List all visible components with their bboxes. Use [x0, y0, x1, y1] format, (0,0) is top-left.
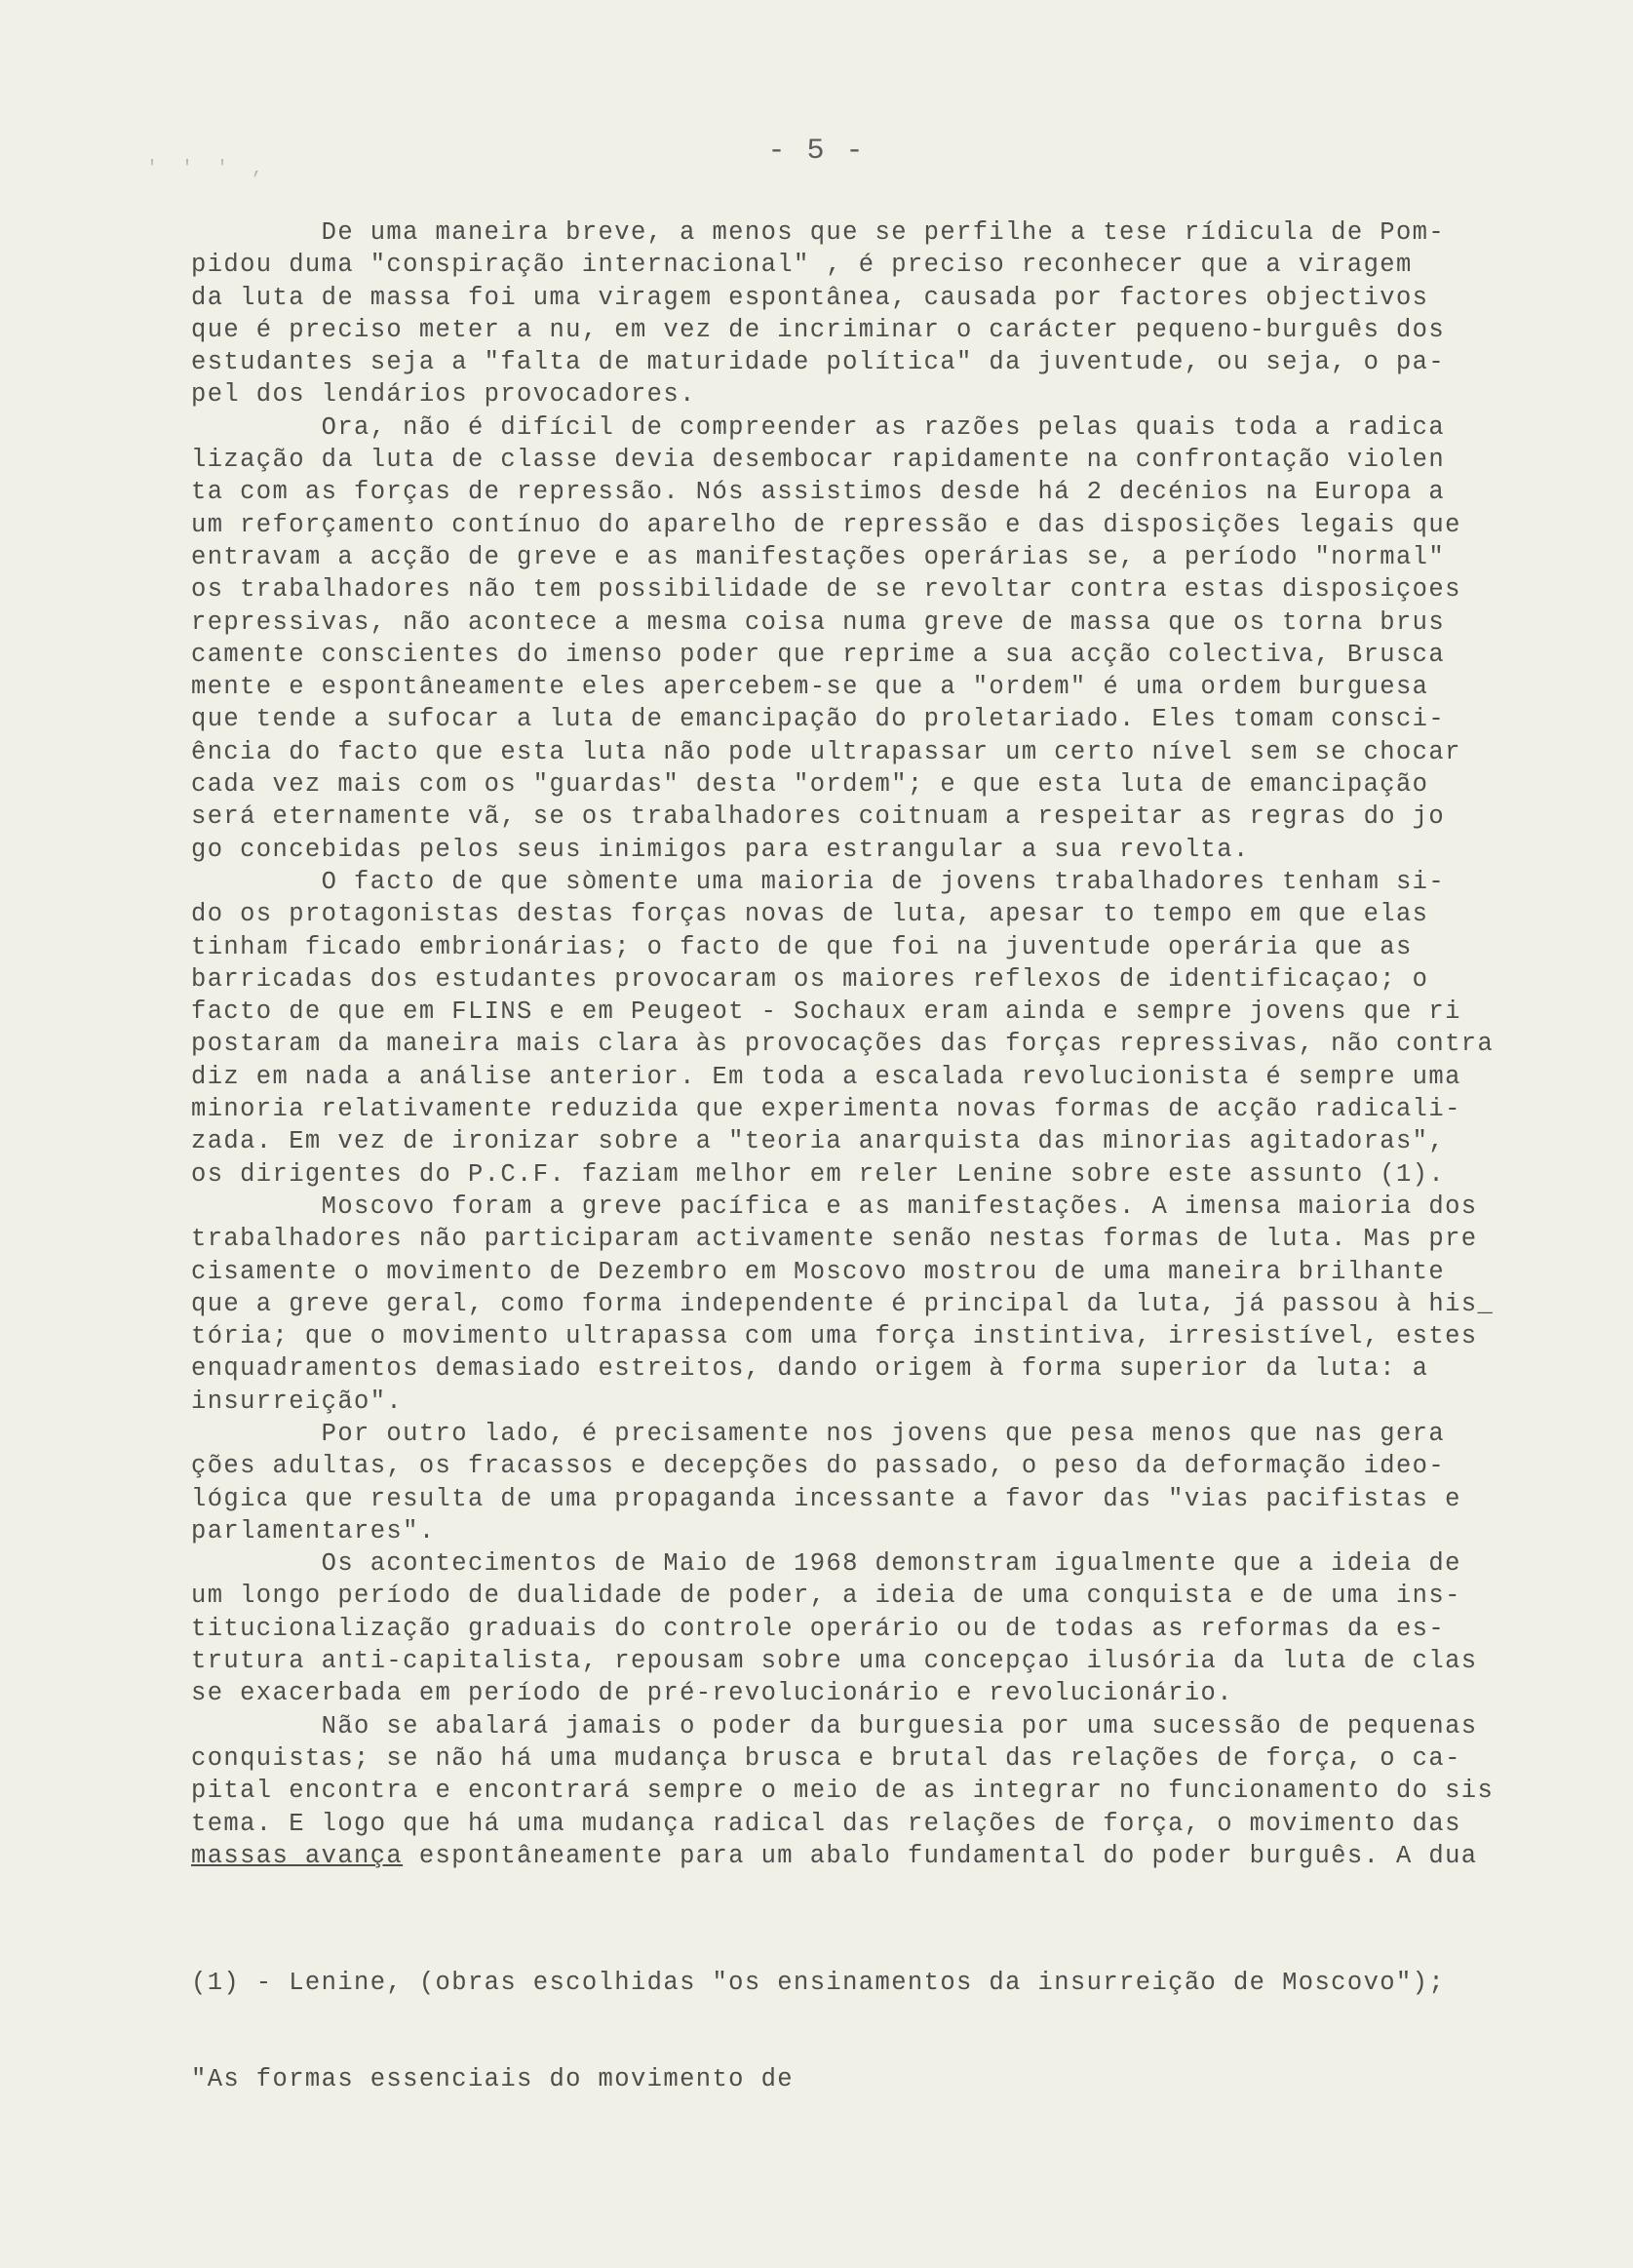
footnote-line: (1) - Lenine, (obras escolhidas "os ensinamentos da insurreição de Moscovo"); — [191, 1968, 1446, 1997]
text-line: O facto de que sòmente uma maioria de jovens trabalhadores tenham si- — [191, 867, 1446, 896]
text-line: um longo período de dualidade de poder, a ideia de uma conquista e de uma ins- — [191, 1582, 1461, 1611]
text-line: os trabalhadores não tem possibilidade de se revoltar contra estas disposiçoes — [191, 575, 1461, 605]
text-line: minoria relativamente reduzida que experimenta novas formas de acção radicali- — [191, 1095, 1461, 1124]
text-line: repressivas, não acontece a mesma coisa numa greve de massa que os torna brus — [191, 607, 1446, 637]
text-line: que tende a sufocar a luta de emancipação do proletariado. Eles tomam consci- — [191, 705, 1446, 734]
text-line: pidou duma "conspiração internacional" , é preciso reconhecer que a viragem — [191, 251, 1413, 280]
text-line: diz em nada a análise anterior. Em toda a escalada revolucionista é sempre uma — [191, 1062, 1461, 1091]
text-line: zada. Em vez de ironizar sobre a "teoria anarquista das minorias agitadoras", — [191, 1127, 1446, 1156]
text-line: será eternamente vã, se os trabalhadores coitnuam a respeitar as regras do jo — [191, 802, 1446, 832]
text-line: titucionalização graduais do controle operário ou de todas as reformas da es- — [191, 1614, 1446, 1643]
text-line: Por outro lado, é precisamente nos jovens que pesa menos que nas gera — [191, 1419, 1446, 1448]
footnote — [191, 1901, 1566, 2161]
text-line: ta com as forças de repressão. Nós assistimos desde há 2 decénios na Europa a — [191, 478, 1446, 507]
text-line: Não se abalará jamais o poder da burguesia por uma sucessão de pequenas — [191, 1711, 1478, 1740]
text-line: enquadramentos demasiado estreitos, dando origem à forma superior da luta: a — [191, 1354, 1429, 1384]
text-line: ência do facto que esta luta não pode ultrapassar um certo nível sem se chocar — [191, 737, 1461, 766]
text-line: que a greve geral, como forma independente é principal da luta, já passou à his_ — [191, 1289, 1495, 1318]
text-line: Os acontecimentos de Maio de 1968 demonstram igualmente que a ideia de — [191, 1549, 1461, 1579]
text-line: parlamentares". — [191, 1516, 436, 1545]
text-line: tinham ficado embrionárias; o facto de que foi na juventude operária que as — [191, 932, 1413, 961]
text-line: camente conscientes do imenso poder que reprime a sua acção colectiva, Brusca — [191, 640, 1446, 669]
body-text — [191, 216, 1566, 1872]
text-line: estudantes seja a "falta de maturidade política" da juventude, ou seja, o pa- — [191, 348, 1446, 377]
text-line: barricadas dos estudantes provocaram os maiores reflexos de identificaçao; o — [191, 964, 1429, 994]
text-line: go concebidas pelos seus inimigos para estrangular a sua revolta. — [191, 835, 1250, 864]
text-line: facto de que em FLINS e em Peugeot - Sochaux eram ainda e sempre jovens que ri — [191, 997, 1461, 1027]
page-number: - 5 - — [767, 135, 866, 168]
text-line: pel dos lendários provocadores. — [191, 380, 696, 410]
footnote-line: "As formas essenciais do movimento de — [191, 2065, 794, 2094]
text-line: um reforçamento contínuo do aparelho de repressão e das disposições legais que — [191, 510, 1461, 539]
text-line: ções adultas, os fracassos e decepções do passado, o peso da deformação ideo- — [191, 1452, 1446, 1481]
text-line: cada vez mais com os "guardas" desta "ordem"; e que esta luta de emancipação — [191, 770, 1429, 800]
text-line: Moscovo foram a greve pacífica e as manifestações. A imensa maioria dos — [191, 1192, 1478, 1221]
text-line: do os protagonistas destas forças novas de luta, apesar to tempo em que elas — [191, 900, 1429, 929]
text-line: lógica que resulta de uma propaganda incessante a favor das "vias pacifistas e — [191, 1484, 1461, 1513]
text-line: conquistas; se não há uma mudança brusca e brutal das relações de força, o ca- — [191, 1743, 1461, 1773]
line-remainder: espontâneamente para um abalo fundamental do poder burguês. A dua — [403, 1841, 1478, 1870]
text-line: pital encontra e encontrará sempre o meio de as integrar no funcionamento do sis — [191, 1777, 1495, 1806]
text-line: trutura anti-capitalista, repousam sobre uma concepçao ilusória da luta de clas — [191, 1647, 1478, 1676]
text-line: lização da luta de classe devia desembocar rapidamente na confrontação violen — [191, 446, 1446, 475]
text-line: mente e espontâneamente eles apercebem-se que a "ordem" é uma ordem burguesa — [191, 673, 1429, 702]
text-line: que é preciso meter a nu, em vez de incriminar o carácter pequeno-burguês dos — [191, 315, 1446, 344]
bleed-through-marks: ' ' ' , — [146, 158, 270, 180]
text-line: entravam a acção de greve e as manifestações operárias se, a período "normal" — [191, 542, 1446, 571]
text-line: De uma maneira breve, a menos que se perfilhe a tese rídicula de Pom- — [191, 218, 1446, 247]
text-line — [191, 1840, 1566, 1872]
text-line: trabalhadores não participaram activamente senão nestas formas de luta. Mas pre — [191, 1225, 1478, 1254]
text-line: Ora, não é difícil de compreender as razões pelas quais toda a radica — [191, 412, 1446, 442]
text-line: cisamente o movimento de Dezembro em Moscovo mostrou de uma maneira brilhante — [191, 1257, 1446, 1286]
underlined-phrase: massas avança — [191, 1841, 404, 1870]
text-line: tema. E logo que há uma mudança radical das relações de força, o movimento das — [191, 1809, 1461, 1838]
text-line: insurreição". — [191, 1387, 404, 1416]
text-line: se exacerbada em período de pré-revolucionário e revolucionário. — [191, 1679, 1233, 1708]
text-line: tória; que o movimento ultrapassa com uma força instintiva, irresistível, estes — [191, 1322, 1478, 1351]
text-line: os dirigentes do P.C.F. faziam melhor em reler Lenine sobre este assunto (1). — [191, 1159, 1446, 1189]
text-line: da luta de massa foi uma viragem espontânea, causada por factores objectivos — [191, 283, 1429, 312]
text-line: postaram da maneira mais clara às provocações das forças repressivas, não contra — [191, 1030, 1495, 1059]
